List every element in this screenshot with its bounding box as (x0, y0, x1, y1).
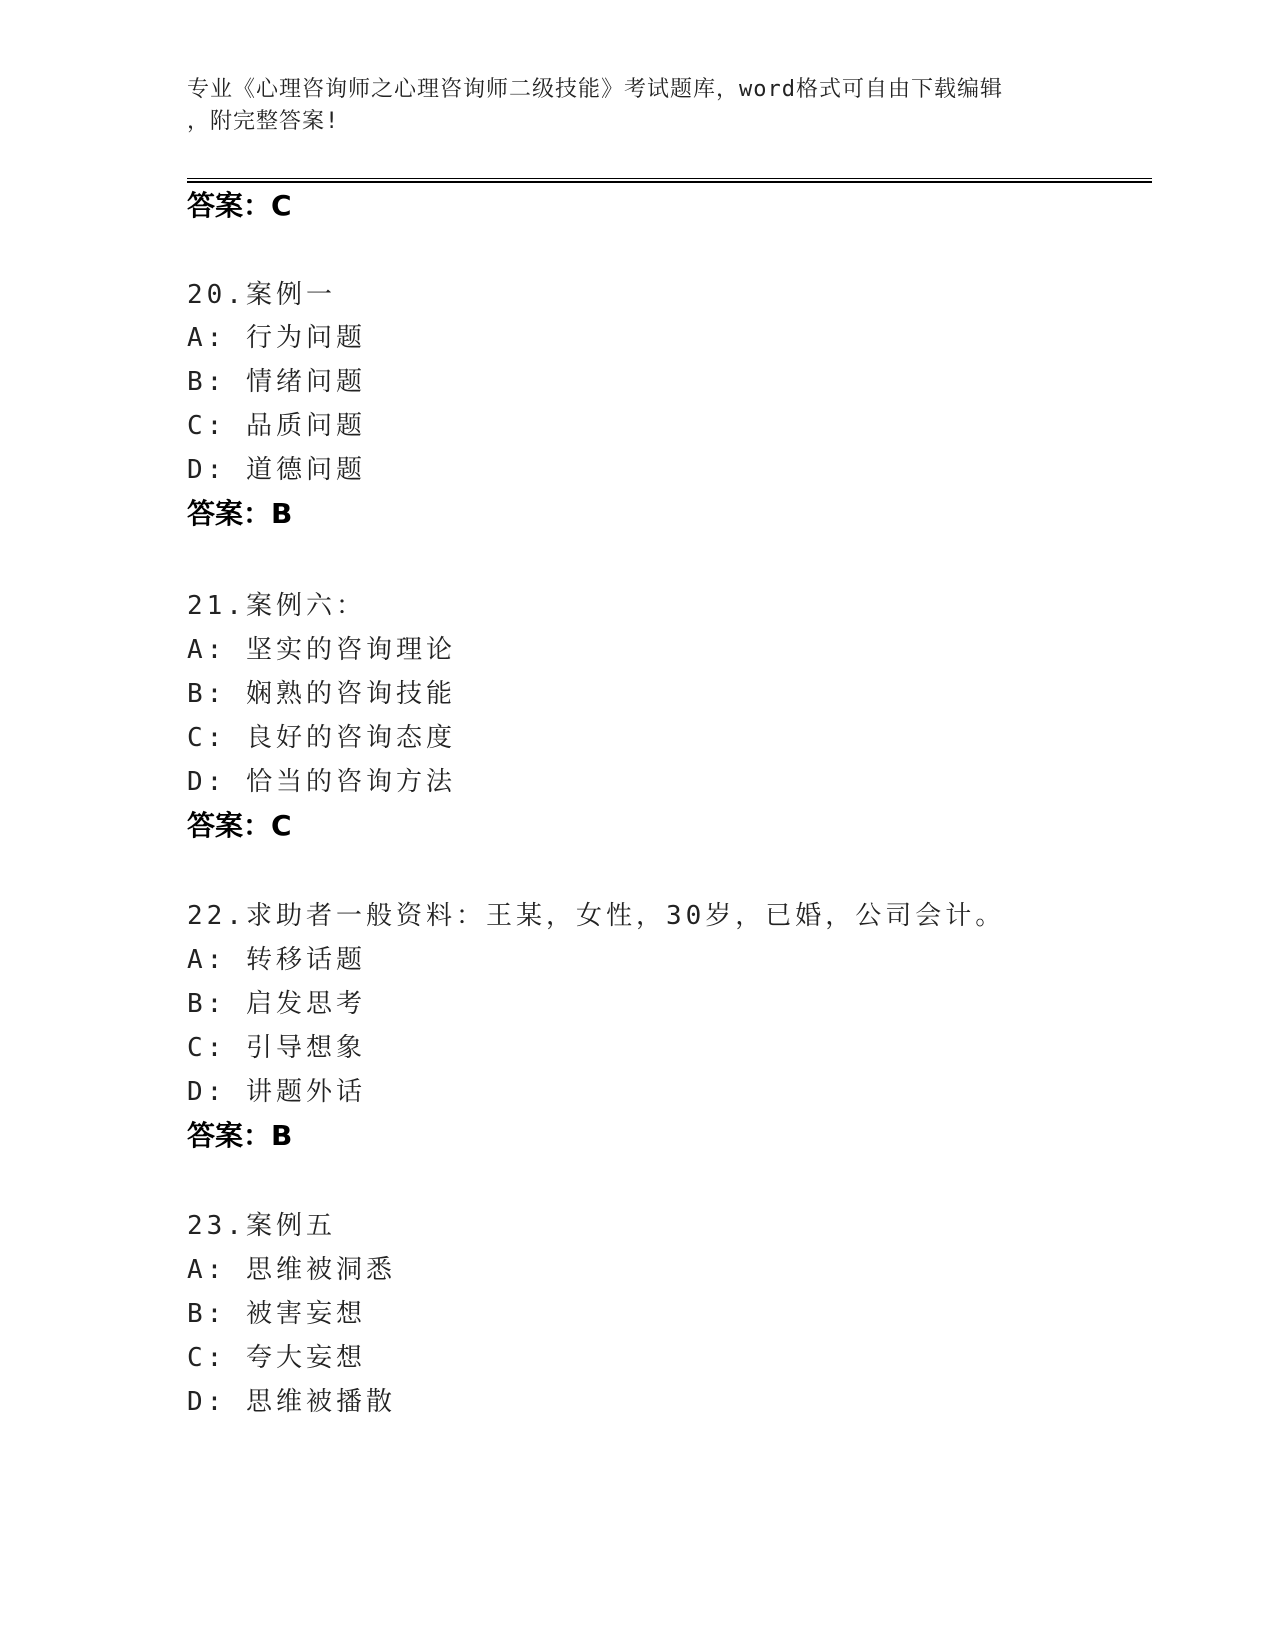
answer-line: 答案：C (187, 189, 292, 222)
question-title: 21.案例六： (187, 591, 366, 621)
option-c: C: 夸大妄想 (187, 1343, 366, 1373)
header-line-1: 专业《心理咨询师之心理咨询师二级技能》考试题库，word格式可自由下载编辑 (187, 77, 1003, 102)
question-title: 23.案例五 (187, 1211, 336, 1241)
question-title: 20.案例一 (187, 280, 336, 310)
option-b: B: 情绪问题 (187, 367, 366, 397)
option-b: B: 被害妄想 (187, 1299, 366, 1329)
option-a: A: 坚实的咨询理论 (187, 635, 456, 665)
option-c: C: 良好的咨询态度 (187, 723, 456, 753)
option-d: D: 恰当的咨询方法 (187, 767, 456, 797)
document-header (187, 74, 1087, 138)
option-d: D: 道德问题 (187, 455, 366, 485)
question-title: 22.求助者一般资料：王某，女性，30岁，已婚，公司会计。 (187, 901, 1006, 931)
option-a: A: 转移话题 (187, 945, 366, 975)
option-d: D: 思维被播散 (187, 1387, 396, 1417)
option-c: C: 品质问题 (187, 411, 366, 441)
answer-line: 答案：B (187, 1119, 293, 1152)
option-a: A: 行为问题 (187, 323, 366, 353)
answer-line: 答案：B (187, 497, 293, 530)
option-b: B: 启发思考 (187, 989, 366, 1019)
option-a: A: 思维被洞悉 (187, 1255, 396, 1285)
option-d: D: 讲题外话 (187, 1077, 366, 1107)
answer-line: 答案：C (187, 809, 292, 842)
header-divider (187, 178, 1152, 183)
header-line-2: ，附完整答案! (187, 109, 340, 134)
option-b: B: 娴熟的咨询技能 (187, 679, 456, 709)
option-c: C: 引导想象 (187, 1033, 366, 1063)
